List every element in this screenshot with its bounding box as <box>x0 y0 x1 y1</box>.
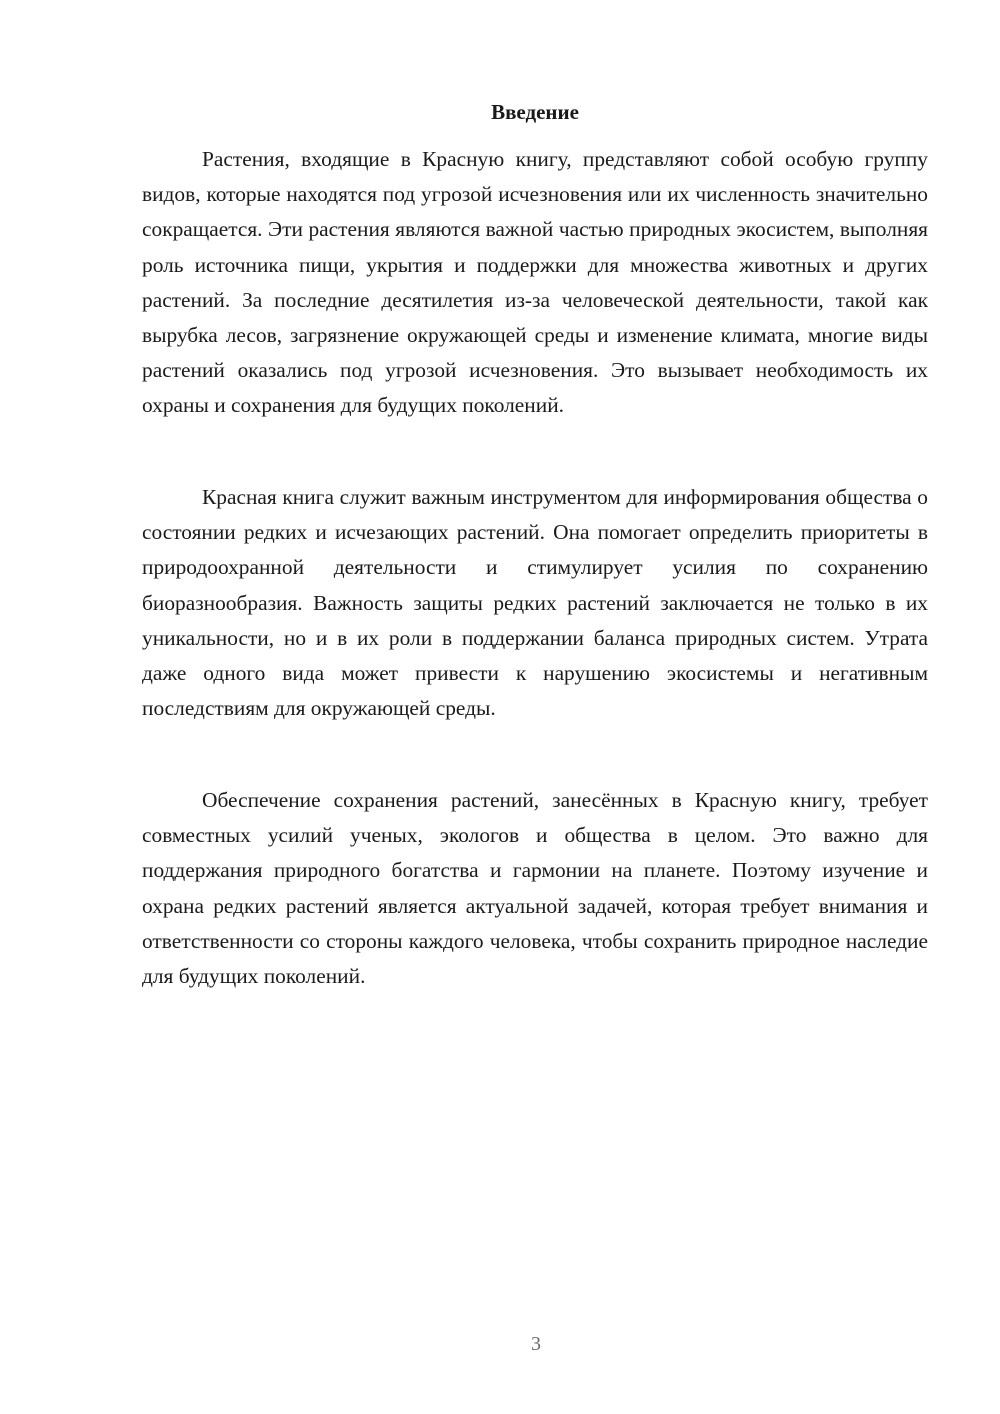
page-title: Введение <box>491 100 579 124</box>
paragraph-intro: Растения, входящие в Красную книгу, представляют собой особую группу видов, которые находятся под угрозой исчезновения или их численность значительно сокращается. Эти растения являются важной частью природных экосистем, выполняя роль источника пищи, укрытия и поддержки для множества животных и других растений. За последние десятилетия из-за человеческой деятельности, такой как вырубка лесов, загрязнение окружающей среды и изменение климата, многие виды растений оказались под угрозой исчезновения. Это вызывает необходимость их охраны и сохранения для будущих поколений. <box>142 147 928 418</box>
paragraph-conservation: Обеспечение сохранения растений, занесённых в Красную книгу, требует совместных усилий ученых, экологов и общества в целом. Это важно для поддержания природного богатства и гармонии на планете. Поэтому изучение и охрана редких растений является актуальной задачей, которая требует внимания и ответственности со стороны каждого человека, чтобы сохранить природное наследие для будущих поколений. <box>142 788 928 989</box>
paragraph-red-book-role: Красная книга служит важным инструментом для информирования общества о состоянии редких и исчезающих растений. Она помогает определить приоритеты в природоохранной деятельности и стимулирует усилия по сохранению биоразнообразия. Важность защиты редких растений заключается не только в их уникальности, но и в их роли в поддержании баланса природных систем. Утрата даже одного вида может привести к нарушению экосистемы и негативным последствиям для окружающей среды. <box>142 485 928 721</box>
page-number: 3 <box>531 1333 541 1355</box>
